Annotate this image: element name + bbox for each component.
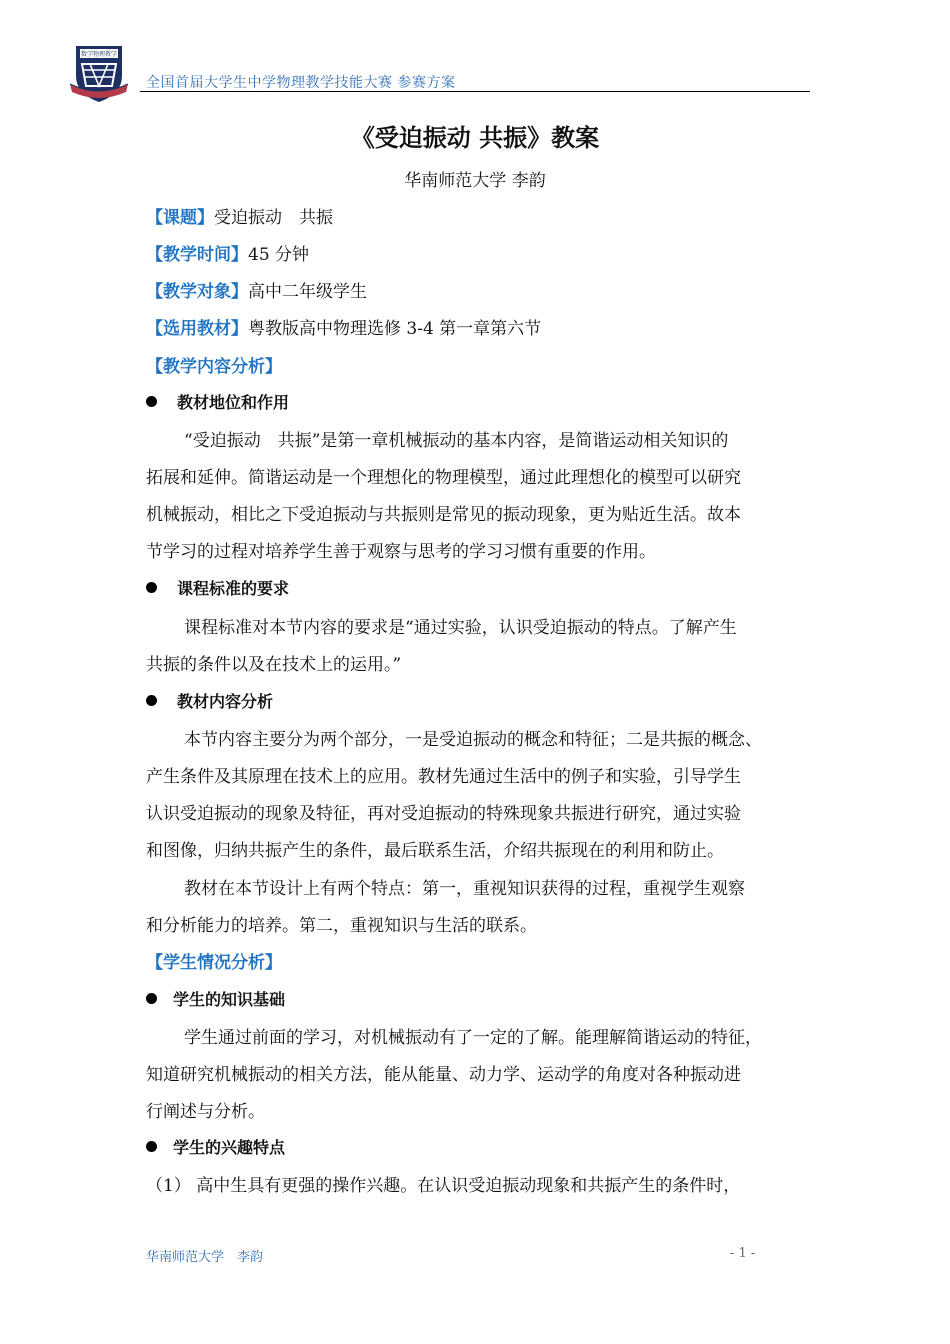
- university-logo-icon: [68, 40, 130, 106]
- bullet-dot-icon: [146, 396, 157, 407]
- paragraph-line: 和分析能力的培养。第二，重视知识与生活的联系。: [146, 916, 537, 936]
- meta-audience: [146, 277, 367, 302]
- footer-author: 华南师范大学 李韵: [146, 1250, 264, 1265]
- meta-textbook-value: 粤教版高中物理选修 3-4 第一章第六节: [248, 319, 542, 339]
- meta-topic-key: 【课题】: [146, 208, 214, 228]
- paragraph-line: 共振的条件以及在技术上的运用。”: [146, 655, 402, 675]
- paragraph-line: 和图像，归纳共振产生的条件，最后联系生活，介绍共振现在的利用和防止。: [146, 841, 724, 861]
- paragraph-line: “受迫振动 共振”是第一章机械振动的基本内容，是简谐运动相关知识的: [184, 431, 729, 451]
- meta-time-value: 45 分钟: [248, 245, 310, 265]
- bullet-knowledge-label: 学生的知识基础: [173, 990, 286, 1009]
- paragraph-line: 机械振动，相比之下受迫振动与共振则是常见的振动现象，更为贴近生活。故本: [146, 505, 741, 525]
- paragraph-line: 认识受迫振动的现象及特征，再对受迫振动的特殊现象共振进行研究，通过实验: [146, 804, 741, 824]
- bullet-dot-icon: [146, 1141, 157, 1152]
- meta-audience-key: 【教学对象】: [146, 282, 248, 302]
- bullet-dot-icon: [146, 582, 157, 593]
- paragraph-line: 产生条件及其原理在技术上的应用。教材先通过生活中的例子和实验，引导学生: [146, 767, 741, 787]
- meta-audience-value: 高中二年级学生: [248, 282, 367, 302]
- bullet-position-label: 教材地位和作用: [177, 393, 290, 412]
- bullet-interest-label: 学生的兴趣特点: [173, 1138, 286, 1157]
- meta-topic: [146, 203, 333, 228]
- bullet-dot-icon: [146, 993, 157, 1004]
- bullet-textbook: [146, 689, 273, 712]
- bullet-textbook-label: 教材内容分析: [177, 692, 274, 711]
- paragraph-line: 拓展和延伸。简谐运动是一个理想化的物理模型，通过此理想化的模型可以研究: [146, 468, 741, 488]
- paragraph-line: 学生通过前面的学习，对机械振动有了一定的了解。能理解简谐运动的特征，: [184, 1028, 762, 1048]
- page-title: 《受迫振动 共振》教案: [350, 124, 600, 152]
- meta-textbook-key: 【选用教材】: [146, 319, 248, 339]
- bullet-knowledge: [146, 987, 285, 1010]
- page-number: - 1 -: [730, 1246, 756, 1261]
- section-content-analysis: 【教学内容分析】: [146, 357, 282, 377]
- author-line: 华南师范大学 李韵: [404, 171, 546, 191]
- meta-time: [146, 240, 309, 265]
- paragraph-line: 教材在本节设计上有两个特点：第一，重视知识获得的过程，重视学生观察: [184, 879, 745, 899]
- paragraph-line: 本节内容主要分为两个部分，一是受迫振动的概念和特征；二是共振的概念、: [184, 730, 762, 750]
- paragraph-line: 知道研究机械振动的相关方法，能从能量、动力学、运动学的角度对各种振动进: [146, 1065, 741, 1085]
- paragraph-line: （1） 高中生具有更强的操作兴趣。在认识受迫振动现象和共振产生的条件时，: [146, 1176, 741, 1196]
- header-title: 全国首届大学生中学物理教学技能大赛 参赛方案: [146, 75, 456, 91]
- logo-caption: 数学物理教学: [80, 51, 118, 58]
- meta-time-key: 【教学时间】: [146, 245, 248, 265]
- section-student-analysis: 【学生情况分析】: [146, 953, 282, 973]
- bullet-standard-label: 课程标准的要求: [177, 579, 290, 598]
- paragraph-line: 节学习的过程对培养学生善于观察与思考的学习习惯有重要的作用。: [146, 542, 656, 562]
- meta-topic-value: 受迫振动 共振: [214, 208, 333, 228]
- paragraph-line: 行阐述与分析。: [146, 1102, 265, 1122]
- meta-textbook: [146, 314, 541, 339]
- bullet-dot-icon: [146, 695, 157, 706]
- bullet-position: [146, 390, 289, 413]
- paragraph-line: 课程标准对本节内容的要求是“通过实验，认识受迫振动的特点。了解产生: [184, 618, 737, 638]
- header-divider: [140, 91, 810, 92]
- bullet-interest: [146, 1135, 285, 1158]
- bullet-standard: [146, 576, 289, 599]
